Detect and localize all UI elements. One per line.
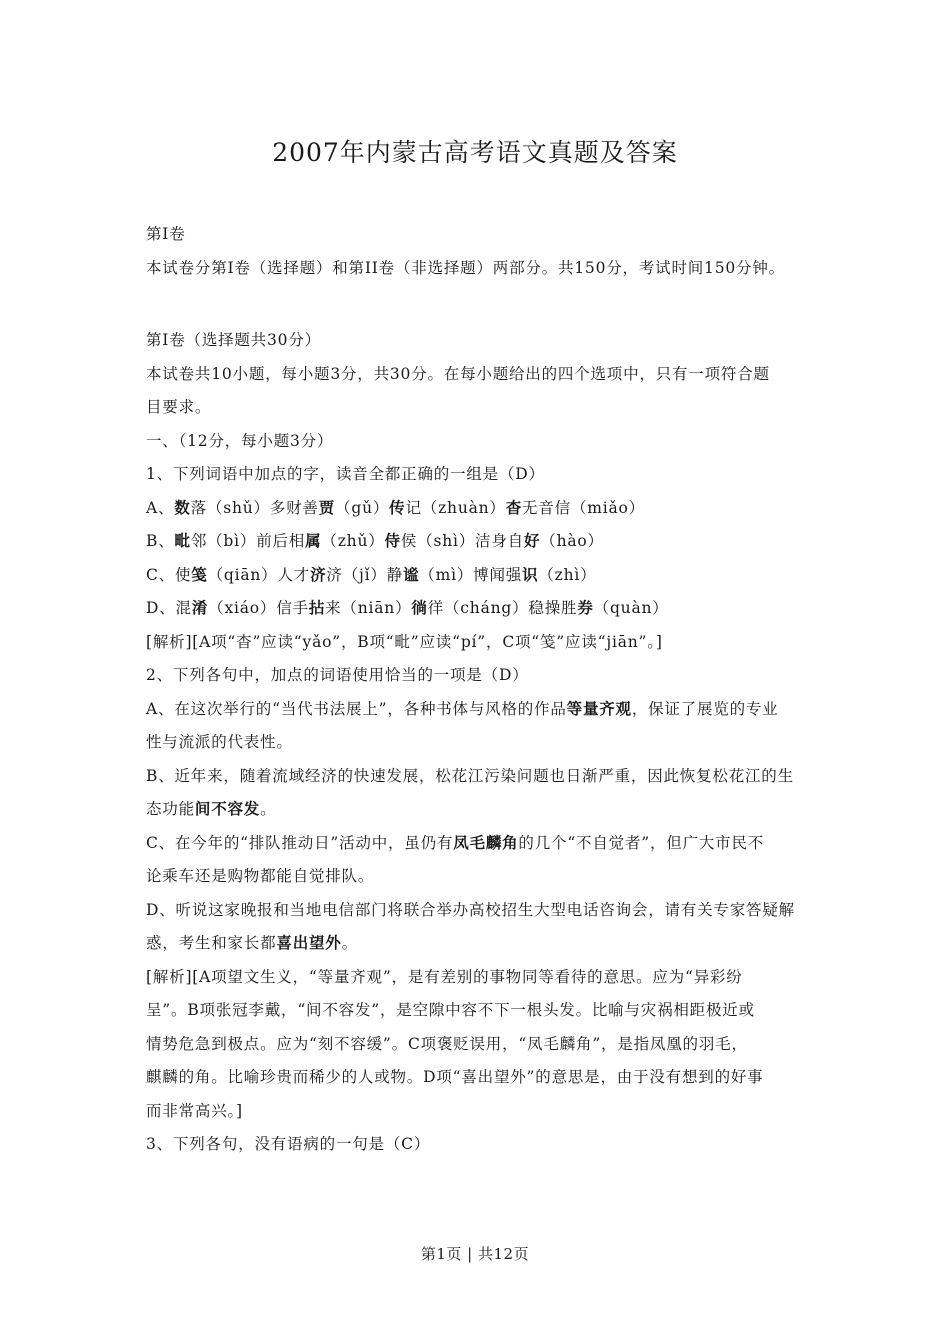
emphasized-text: 好 <box>523 532 541 550</box>
text-line: A、数落（shǔ）多财善贾（gǔ）传记（zhuàn）杳无音信（miǎo） <box>146 498 645 517</box>
emphasized-text: 侍 <box>384 532 401 550</box>
emphasized-text: 属 <box>305 532 322 550</box>
text-line: A、在这次举行的“当代书法展上”，各种书体与风格的作品等量齐观，保证了展览的专业 <box>146 699 779 718</box>
emphasized-text: 毗 <box>174 532 191 550</box>
emphasized-text: 等量齐观 <box>566 699 632 718</box>
emphasized-text: 凤毛麟角 <box>453 833 519 852</box>
text-line: C、使笺（qiān）人才济济（jǐ）静谧（mì）博闻强识（zhì） <box>146 565 597 584</box>
emphasized-text: 数 <box>174 498 191 517</box>
emphasized-text: 徜 <box>411 599 428 617</box>
text-line: 1、下列词语中加点的字，读音全都正确的一组是（D） <box>146 465 545 483</box>
emphasized-text: 拈 <box>308 599 326 617</box>
text-line: 论乘车还是购物都能自觉排队。 <box>146 867 375 885</box>
text-line: 情势危急到极点。应为“刻不容缓”。C项褒贬误用，“凤毛麟角”，是指凤凰的羽毛， <box>146 1034 748 1053</box>
text-line: D、听说这家晚报和当地电信部门将联合举办高校招生大型电话咨询会，请有关专家答疑解 <box>146 900 795 919</box>
emphasized-text: 淆 <box>191 599 209 617</box>
emphasized-text: 识 <box>522 565 539 584</box>
text-line: [解析][A项望文生义，“等量齐观”，是有差别的事物同等看待的意思。应为“异彩纷 <box>146 967 743 986</box>
document-body <box>146 218 826 1162</box>
text-line: 而非常高兴。] <box>146 1101 243 1120</box>
emphasized-text: 谧 <box>402 565 420 584</box>
text-line: C、在今年的“排队推动日”活动中，虽仍有凤毛麟角的几个“不自觉者”，但广大市民不 <box>146 833 765 852</box>
emphasized-text: 贾 <box>318 498 336 517</box>
text-line: [解析][A项“杳”应读“yǎo”，B项“毗”应读“pí”，C项“笺”应读“jiān”。] <box>146 632 663 651</box>
emphasized-text: 喜出望外 <box>276 934 342 952</box>
text-line: 2、下列各句中，加点的词语使用恰当的一项是（D） <box>146 666 529 684</box>
emphasized-text: 间不容发 <box>194 800 261 818</box>
text-line: 性与流派的代表性。 <box>146 733 293 751</box>
emphasized-text: 济 <box>310 565 327 584</box>
text-line: 呈”。B项张冠李戴，“间不容发”，是空隙中容不下一根头发。比喻与灾祸相距极近或 <box>146 1001 755 1019</box>
text-line: 惑，考生和家长都喜出望外。 <box>146 934 358 952</box>
blank-line <box>146 285 826 324</box>
text-line: 一、（12分，每小题3分） <box>146 431 334 450</box>
emphasized-text: 杳 <box>505 498 523 517</box>
emphasized-text: 券 <box>577 599 594 617</box>
page-footer: 第1页 | 共12页 <box>420 1245 530 1263</box>
text-line: 目要求。 <box>146 398 212 416</box>
text-line: 第Ⅰ卷 <box>146 225 186 243</box>
text-line: 麒麟的角。比喻珍贵而稀少的人或物。D项“喜出望外”的意思是，由于没有想到的好事 <box>146 1068 764 1086</box>
text-line: 本试卷分第Ⅰ卷（选择题）和第II卷（非选择题）两部分。共150分，考试时间150分钟。 <box>146 258 785 277</box>
document-title: 2007年内蒙古高考语文真题及答案 <box>272 138 678 167</box>
text-line: 态功能间不容发。 <box>146 800 277 818</box>
text-line: 3、下列各句，没有语病的一句是（C） <box>146 1135 431 1153</box>
text-line: 第Ⅰ卷（选择题共30分） <box>146 331 321 349</box>
emphasized-text: 传 <box>389 498 406 517</box>
text-line: B、毗邻（bì）前后相属（zhǔ）侍侯（shì）洁身自好（hào） <box>146 532 604 550</box>
text-line: 本试卷共10小题，每小题3分，共30分。在每小题给出的四个选项中，只有一项符合题 <box>146 364 770 383</box>
text-line: B、近年来，随着流域经济的快速发展，松花江污染问题也日渐严重，因此恢复松花江的生 <box>146 766 794 785</box>
emphasized-text: 笺 <box>191 565 208 584</box>
text-line: D、混淆（xiáo）信手拈来（niān）徜徉（cháng）稳操胜券（quàn） <box>146 599 669 617</box>
